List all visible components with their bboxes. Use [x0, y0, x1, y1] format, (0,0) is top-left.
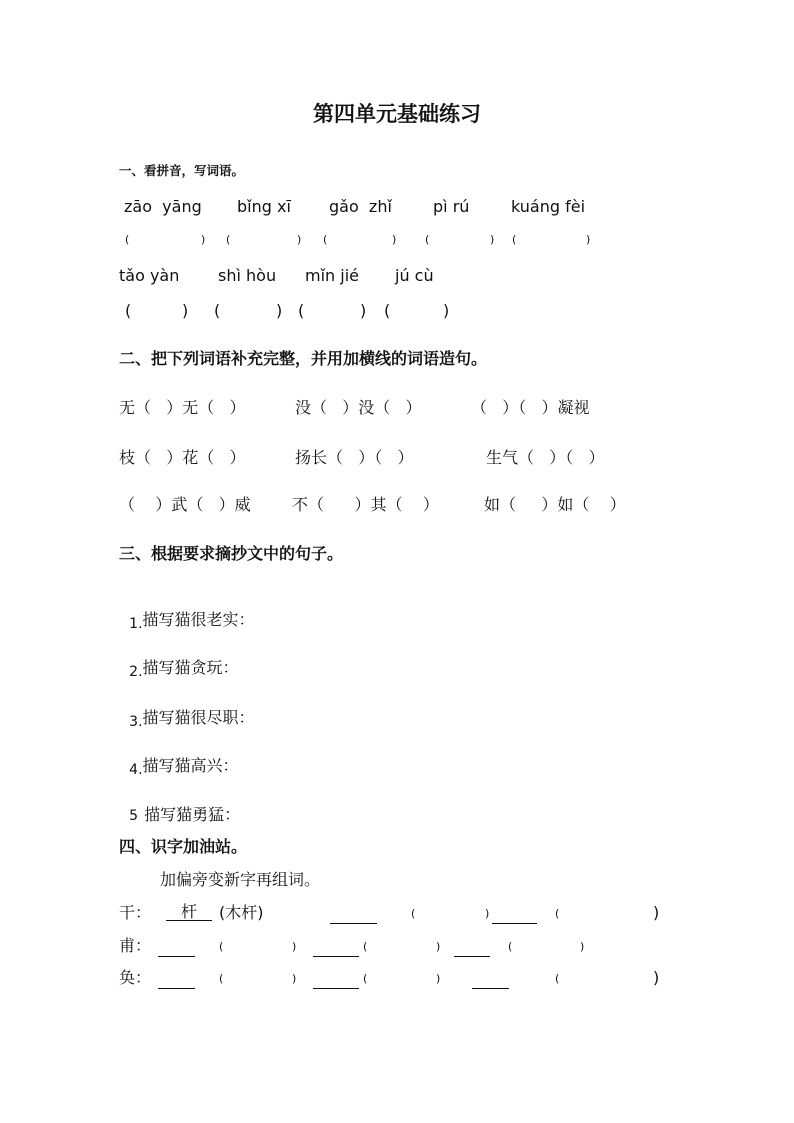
answer-paren-open: ( [508, 940, 513, 953]
pinyin-item: gǎo zhǐ [329, 197, 392, 216]
pinyin-item: bǐng xī [237, 197, 291, 216]
idiom-blank: （ ）武（ ）威 [119, 495, 251, 514]
char-label: 奂： [119, 968, 152, 987]
answer-blank [313, 956, 359, 957]
char-label: 甫： [119, 936, 152, 955]
answer-paren-close: ) [360, 301, 367, 320]
answer-paren-close: ) [653, 903, 660, 922]
section-4-heading: 四、识字加油站。 [119, 837, 248, 856]
answer-paren-close: ) [580, 940, 585, 953]
answer-paren-open: ( [555, 972, 560, 985]
answer-blank [454, 956, 490, 957]
pinyin-item: kuáng fèi [511, 197, 586, 216]
section-1-heading: 一、看拼音，写词语。 [119, 163, 245, 178]
answer-paren-close: ) [292, 940, 297, 953]
answer-paren-close: ) [485, 907, 490, 920]
answer-paren-open: ( [363, 972, 368, 985]
answer-paren-close: ) [436, 940, 441, 953]
answer-paren-open: ( [555, 907, 560, 920]
answer-paren-open: ( [363, 940, 368, 953]
answer-paren-close: ) [182, 301, 189, 320]
item-number: 5 [129, 808, 139, 824]
answer-paren-close: ) [490, 233, 495, 246]
item-number: 3. [129, 714, 143, 730]
idiom-blank: 生气（ ）（ ） [486, 448, 605, 467]
answer-paren-open: ( [512, 233, 517, 246]
list-item [119, 742, 239, 778]
instruction-text: 加偏旁变新字再组词。 [160, 870, 321, 889]
idiom-blank: 无（ ）无（ ） [119, 398, 246, 417]
answer-paren-open: ( [411, 907, 416, 920]
item-text: 描写猫很老实： [142, 610, 255, 629]
idiom-blank: 没（ ）没（ ） [295, 398, 422, 417]
answer-blank [158, 956, 195, 957]
answer-paren-open: ( [125, 301, 132, 320]
answer-paren-open: ( [323, 233, 328, 246]
answer-paren-open: ( [226, 233, 231, 246]
item-number: 1. [129, 616, 143, 632]
answer-blank [492, 923, 537, 924]
pinyin-item: zāo yāng [124, 197, 202, 216]
answer-paren-open: ( [298, 301, 305, 320]
list-item [119, 644, 239, 680]
answer-paren-open: ( [425, 233, 430, 246]
answer-paren-open: ( [219, 940, 224, 953]
answer-blank [330, 923, 377, 924]
list-item [119, 596, 255, 632]
answer-paren-open: ( [214, 301, 221, 320]
answer-paren-open: ( [219, 972, 224, 985]
answer-blank [472, 988, 509, 989]
item-number: 4. [129, 762, 143, 778]
idiom-blank: （ ）（ ）凝视 [471, 398, 590, 417]
item-text: 描写猫高兴： [142, 756, 239, 775]
answer-blank [158, 988, 195, 989]
answer-paren-open: ( [384, 301, 391, 320]
answer-paren-close: ) [443, 301, 450, 320]
list-item [119, 791, 240, 823]
example-word: 杆 [166, 904, 212, 921]
answer-paren-close: ) [276, 301, 283, 320]
idiom-blank: 扬长（ ）（ ） [295, 448, 414, 467]
idiom-blank: 如（ ）如（ ） [484, 495, 626, 514]
answer-paren-close: ) [201, 233, 206, 246]
pinyin-item: mǐn jié [305, 266, 359, 285]
section-3-heading: 三、根据要求摘抄文中的句子。 [119, 544, 344, 563]
char-label: 干： [119, 903, 152, 922]
item-number: 2. [129, 664, 143, 680]
pinyin-item: jú cù [395, 266, 434, 285]
idiom-blank: 枝（ ）花（ ） [119, 448, 246, 467]
example-group: (木杆) [219, 903, 264, 922]
answer-paren-close: ) [436, 972, 441, 985]
answer-blank [313, 988, 359, 989]
item-text: 描写猫贪玩： [142, 658, 239, 677]
answer-paren-close: ) [586, 233, 591, 246]
pinyin-item: tǎo yàn [119, 266, 180, 285]
list-item [119, 694, 255, 730]
item-text: 描写猫勇猛： [144, 805, 241, 824]
answer-paren-close: ) [392, 233, 397, 246]
answer-paren-close: ) [297, 233, 302, 246]
pinyin-item: pì rú [433, 197, 470, 216]
page-title: 第四单元基础练习 [313, 102, 481, 126]
pinyin-item: shì hòu [218, 266, 277, 285]
answer-paren-close: ) [653, 968, 660, 987]
item-text: 描写猫很尽职： [142, 708, 255, 727]
section-2-heading: 二、把下列词语补充完整，并用加横线的词语造句。 [119, 349, 488, 368]
idiom-blank: 不（ ）其（ ） [292, 495, 439, 514]
answer-paren-open: ( [125, 233, 130, 246]
answer-paren-close: ) [292, 972, 297, 985]
